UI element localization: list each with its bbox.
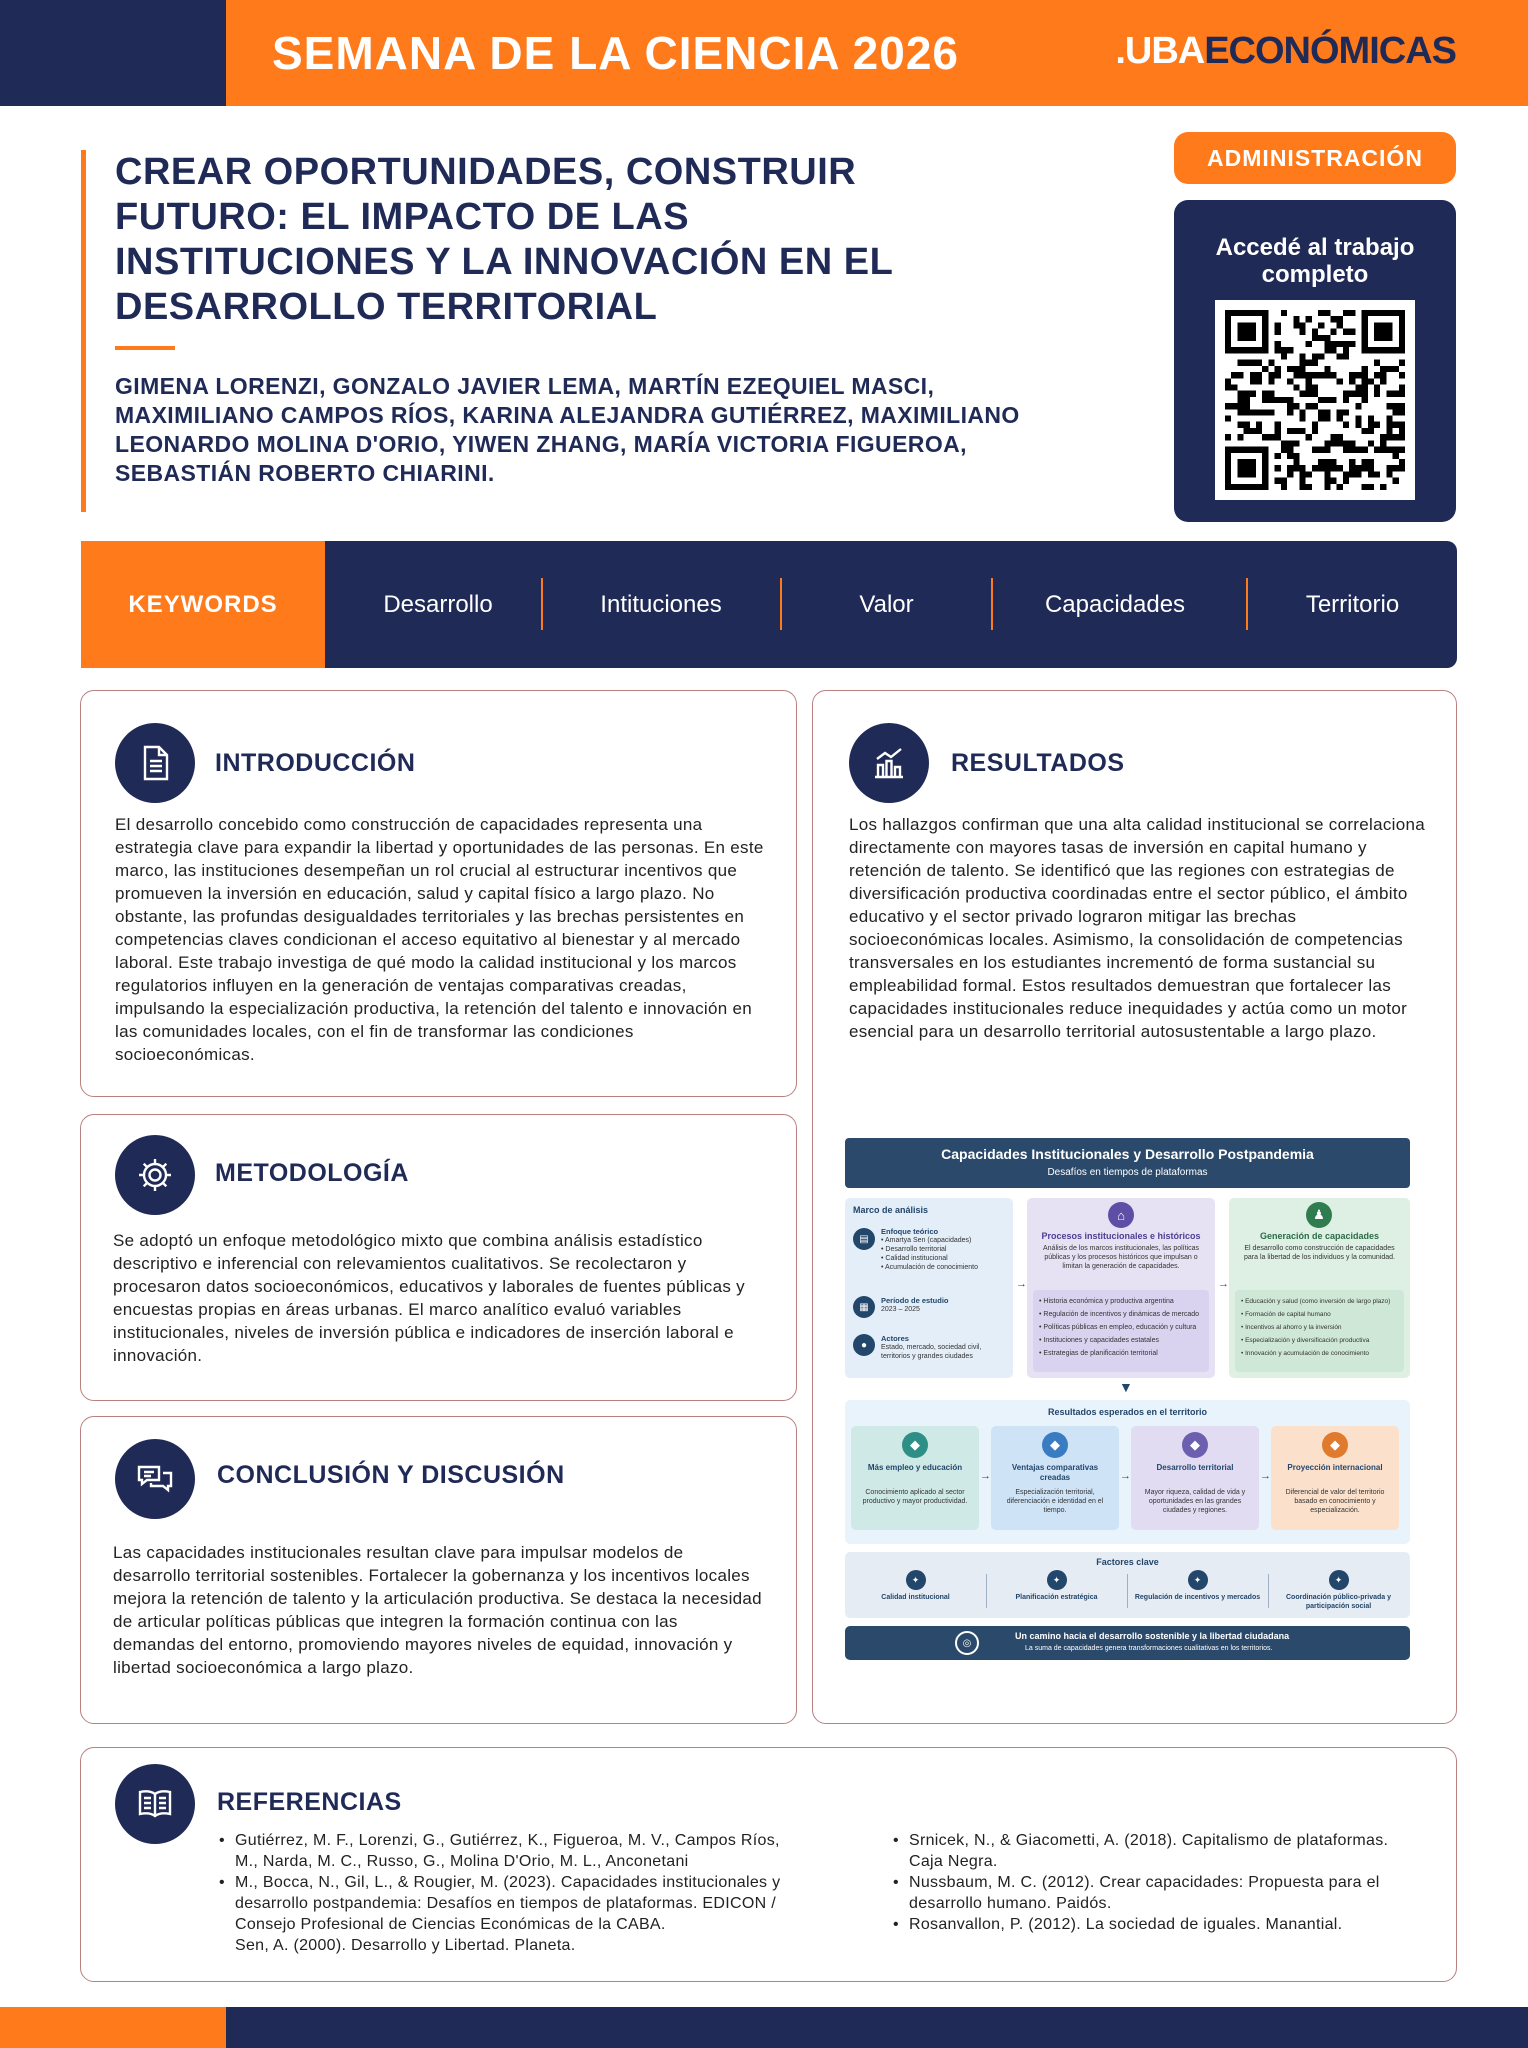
- resultado-item: [1271, 1426, 1399, 1530]
- bank-icon: ⌂: [1108, 1202, 1134, 1228]
- factor-item: [986, 1570, 1127, 1614]
- factores-heading: Factores clave: [1096, 1557, 1159, 1567]
- infographic-subtitle: Desafíos en tiempos de plataformas: [1047, 1167, 1208, 1178]
- factor-item-label: Coordinación público-privada y participación social: [1285, 1594, 1391, 1610]
- resultado-item-icon: ◆: [902, 1432, 928, 1458]
- arrow-right-icon: →: [1120, 1470, 1131, 1482]
- results-heading: RESULTADOS: [951, 749, 1125, 777]
- target-icon: ◎: [955, 1631, 979, 1655]
- results-body: Los hallazgos confirman que una alta calidad institucional se correlaciona directamente con mayores tasas de inversión en capital humano y retención de talento. Se identificó que las regiones con estrategias de diversificación productiva coordinadas entre el sector público, el ámbito educativo y el sector privado lograron mitigar las brechas socioeconómicas locales. Asimismo, la consolidación de competencias transversales en los estudiantes incrementó de forma sustancial su empleabilidad formal. Estos resultados demuestran que fortalecer las capacidades institucionales reduce inequidades y actúa como un motor esencial para un desarrollo territorial autosustentable a largo plazo.: [849, 815, 1425, 1041]
- resultado-item-title: Proyección internacional: [1287, 1463, 1383, 1472]
- infographic: [845, 1138, 1410, 1658]
- intro-body: El desarrollo concebido como construcción de capacidades representa una estrategia clave para expandir la libertad y oportunidades de las personas. En este marco, las instituciones desempeñan un rol crucial al estructurar incentivos que promueven la inversión en educación, salud y capital físico a largo plazo. No obstante, las profundas desigualdades territoriales y las brechas persistentes en competencias claves condicionan el acceso equitativo al bienestar y al mercado laboral. Este trabajo investiga de qué modo la calidad institucional y los marcos regulatorios influyen en la generación de ventajas comparativas creadas, impulsando la especialización productiva, la retención del talento e innovación en las comunidades locales, con el fin de transformar las condiciones socioeconómicas.: [115, 815, 764, 1064]
- resultado-item-title: Desarrollo territorial: [1156, 1463, 1234, 1472]
- reference-item: • Srnicek, N., & Giacometti, A. (2018). Capitalismo de plataformas. Caja Negra.: [893, 1830, 1413, 1872]
- marco-actores: [881, 1334, 1009, 1361]
- brand-logo-economicas: ECONÓMICAS: [1204, 30, 1456, 72]
- conclusion-body: Las capacidades institucionales resultan clave para impulsar modelos de desarrollo territorial sostenibles. Fortalecer la gobernanza y los incentivos locales mejora la retención de talento y la articulación productiva. Se destaca la necesidad de articular políticas públicas que integren la formación continua con las demandas del entorno, promoviendo mayores niveles de equidad, innovación y libertad socioeconómica a largo plazo.: [113, 1543, 762, 1677]
- reference-item: • M., Bocca, N., Gil, L., & Rougier, M. (2023). Capacidades institucionales y desarrollo postpandemia: Desafíos en tiempos de plataformas. EDICON / Consejo Profesional de Ciencias Económicas de la CABA.: [219, 1872, 799, 1935]
- conclusion-card: [80, 1416, 797, 1724]
- references-card: [80, 1747, 1457, 1982]
- factor-divider: [1127, 1574, 1128, 1608]
- resultado-item: [991, 1426, 1119, 1530]
- qr-code[interactable]: [1215, 300, 1415, 500]
- bank-chart-icon: [849, 723, 929, 803]
- arrow-down-icon: ▼: [1119, 1379, 1133, 1395]
- resultado-item: [1131, 1426, 1259, 1530]
- generacion-item: • Innovación y acumulación de conocimiento: [1241, 1350, 1370, 1357]
- references-heading: REFERENCIAS: [217, 1788, 402, 1816]
- resultado-item-desc: Mayor riqueza, calidad de vida y oportunidades en las grandes ciudades y regiones.: [1144, 1489, 1246, 1514]
- keyword-intituciones: Intituciones: [600, 591, 722, 618]
- marco-enfoque: [881, 1227, 1009, 1272]
- marco-enfoque-item: • Desarrollo territorial: [881, 1246, 947, 1253]
- marco-enfoque-heading: Enfoque teórico: [881, 1227, 939, 1236]
- infographic-footer-sub: La suma de capacidades genera transformaciones cualitativas en los territorios.: [1025, 1645, 1273, 1652]
- factor-item: [845, 1570, 986, 1614]
- document-icon: [115, 723, 195, 803]
- factor-item-icon: ✦: [1329, 1570, 1349, 1590]
- brand-logo: [1115, 30, 1456, 73]
- header-navy-block: [0, 0, 226, 106]
- factor-item: [1127, 1570, 1268, 1614]
- gear-icon: [115, 1135, 195, 1215]
- marco-enfoque-item: • Amartya Sen (capacidades): [881, 1237, 972, 1244]
- procesos-item: • Instituciones y capacidades estatales: [1039, 1337, 1159, 1344]
- keywords-label: KEYWORDS: [81, 541, 325, 668]
- brand-logo-uba: .UBA: [1115, 30, 1205, 72]
- intro-card: [80, 690, 797, 1097]
- procesos-list: [1033, 1290, 1209, 1372]
- method-body: Se adoptó un enfoque metodológico mixto que combina análisis estadístico descriptivo e inferencial con relevamientos cualitativos. Se recolectaron y procesaron datos socioeconómicos, educativos y laborales de fuentes públicas y encuestas propias en áreas urbanas. El marco analítico evaluó variables institucionales, niveles de inversión pública e indicadores de inserción laboral e innovación.: [113, 1231, 745, 1365]
- arrow-right-icon: →: [1218, 1278, 1229, 1290]
- marco-actores-heading: Actores: [881, 1334, 909, 1343]
- references-right: [893, 1830, 1413, 1935]
- resultado-item-icon: ◆: [1322, 1432, 1348, 1458]
- conclusion-heading: CONCLUSIÓN Y DISCUSIÓN: [217, 1461, 565, 1489]
- reference-item: • Rosanvallon, P. (2012). La sociedad de iguales. Manantial.: [893, 1914, 1413, 1935]
- procesos-item: • Políticas públicas en empleo, educación y cultura: [1039, 1324, 1197, 1331]
- infographic-footer-title: Un camino hacia el desarrollo sostenible y la libertad ciudadana: [1015, 1631, 1290, 1641]
- infographic-resultados-box: [845, 1400, 1410, 1544]
- footer-orange-block: [0, 2007, 226, 2048]
- resultados-esperados-heading: Resultados esperados en el territorio: [1047, 1407, 1208, 1417]
- references-left: [219, 1830, 799, 1956]
- qr-code-icon: [1225, 310, 1405, 490]
- people-icon: ●: [853, 1334, 875, 1356]
- infographic-footer: [845, 1626, 1410, 1660]
- reference-item: Sen, A. (2000). Desarrollo y Libertad. Planeta.: [235, 1937, 576, 1954]
- procesos-item: • Regulación de incentivos y dinámicas de mercado: [1039, 1311, 1200, 1318]
- factor-divider: [1268, 1574, 1269, 1608]
- generacion-desc: El desarrollo como construcción de capacidades para la libertad de los individuos y la comunidad.: [1244, 1245, 1395, 1261]
- factor-item-label: Calidad institucional: [881, 1594, 950, 1601]
- procesos-heading: Procesos institucionales e históricos: [1041, 1231, 1201, 1241]
- title-underline: [115, 346, 175, 350]
- procesos-desc: Análisis de los marcos institucionales, las políticas públicas y los procesos históricos que impulsan o limitan la generación de capacidades.: [1042, 1245, 1199, 1270]
- generacion-list: [1235, 1290, 1404, 1372]
- generacion-item: • Formación de capital humano: [1241, 1311, 1331, 1318]
- person-icon: ♟: [1306, 1202, 1332, 1228]
- factor-item-label: Regulación de incentivos y mercados: [1134, 1594, 1261, 1601]
- infographic-title: Capacidades Institucionales y Desarrollo Postpandemia: [941, 1146, 1314, 1162]
- intro-heading: INTRODUCCIÓN: [215, 749, 416, 777]
- title-accent-bar: [81, 150, 86, 512]
- factor-item-icon: ✦: [906, 1570, 926, 1590]
- document-icon: ▤: [853, 1228, 875, 1250]
- factor-divider: [986, 1574, 987, 1608]
- arrow-right-icon: →: [1260, 1470, 1271, 1482]
- procesos-item: • Estrategias de planificación territorial: [1039, 1350, 1158, 1357]
- generacion-heading: Generación de capacidades: [1259, 1231, 1380, 1241]
- authors: GIMENA LORENZI, GONZALO JAVIER LEMA, MARTÍN EZEQUIEL MASCI, MAXIMILIANO CAMPOS RÍOS, KARINA ALEJANDRA GUTIÉRREZ, MAXIMILIANO LEONARDO MOLINA D'ORIO, YIWEN ZHANG, MARÍA VICTORIA FIGUEROA, SEBASTIÁN ROBERTO CHIARINI.: [115, 373, 1020, 486]
- arrow-right-icon: →: [980, 1470, 991, 1482]
- marco-actores-value: Estado, mercado, sociedad civil, territorios y grandes ciudades: [881, 1344, 982, 1360]
- book-icon: [115, 1764, 195, 1844]
- resultado-item-desc: Especialización territorial, diferenciación e identidad en el tiempo.: [1006, 1489, 1104, 1514]
- marco-heading: Marco de análisis: [853, 1205, 929, 1215]
- generacion-item: • Incentivos al ahorro y la inversión: [1241, 1324, 1342, 1331]
- marco-periodo-heading: Período de estudio: [881, 1296, 949, 1305]
- calendar-icon: ▦: [853, 1296, 875, 1318]
- factor-item-label: Planificación estratégica: [1015, 1594, 1098, 1601]
- marco-enfoque-item: • Acumulación de conocimiento: [881, 1264, 979, 1271]
- keyword-capacidades: Capacidades: [1044, 591, 1186, 618]
- infographic-header: [845, 1138, 1410, 1188]
- resultado-item-title: Más empleo y educación: [867, 1463, 963, 1472]
- marco-enfoque-item: • Calidad institucional: [881, 1255, 948, 1262]
- infographic-marco-box: [845, 1198, 1013, 1378]
- factor-item: [1268, 1570, 1409, 1614]
- results-card: [812, 690, 1457, 1724]
- marco-periodo-value: 2023 – 2025: [881, 1306, 920, 1313]
- infographic-generacion-box: [1229, 1198, 1410, 1378]
- arrow-right-icon: →: [1016, 1278, 1027, 1290]
- reference-item: • Nussbaum, M. C. (2012). Crear capacidades: Propuesta para el desarrollo humano. Paidós.: [893, 1872, 1413, 1914]
- qr-caption: Accedé al trabajo completo: [1215, 234, 1415, 288]
- marco-periodo: [881, 1296, 1009, 1314]
- resultado-item-icon: ◆: [1042, 1432, 1068, 1458]
- method-card: [80, 1114, 797, 1401]
- event-title: SEMANA DE LA CIENCIA 2026: [272, 27, 960, 79]
- header-bar: [0, 0, 1528, 106]
- keyword-desarrollo: Desarrollo: [383, 591, 493, 618]
- generacion-item: • Especialización y diversificación productiva: [1241, 1337, 1370, 1344]
- keyword-territorio: Territorio: [1305, 591, 1400, 618]
- resultado-item-desc: Diferencial de valor del territorio basado en conocimiento y especialización.: [1285, 1489, 1385, 1514]
- footer-navy-band: [226, 2007, 1528, 2048]
- keyword-valor: Valor: [859, 591, 914, 618]
- poster-title: CREAR OPORTUNIDADES, CONSTRUIR FUTURO: EL IMPACTO DE LAS INSTITUCIONES Y LA INNOVACIÓN EN EL DESARROLLO TERRITORIAL: [115, 151, 893, 328]
- area-badge: ADMINISTRACIÓN: [1174, 132, 1456, 184]
- reference-item: • Gutiérrez, M. F., Lorenzi, G., Gutiérrez, K., Figueroa, M. V., Campos Ríos, M., Narda, M. C., Russo, G., Molina D'Orio, M. L., Anconetani: [219, 1830, 799, 1872]
- generacion-item: • Educación y salud (como inversión de largo plazo): [1241, 1298, 1391, 1305]
- procesos-item: • Historia económica y productiva argentina: [1039, 1298, 1174, 1305]
- infographic-procesos-box: [1027, 1198, 1215, 1378]
- method-heading: METODOLOGÍA: [215, 1159, 409, 1187]
- infographic-factores-box: [845, 1552, 1410, 1618]
- factor-item-icon: ✦: [1047, 1570, 1067, 1590]
- chat-icon: [115, 1439, 195, 1519]
- keywords-bar: [81, 541, 1457, 668]
- resultado-item: [851, 1426, 979, 1530]
- qr-card: [1174, 200, 1456, 522]
- factor-item-icon: ✦: [1188, 1570, 1208, 1590]
- resultado-item-title: Ventajas comparativas creadas: [1011, 1463, 1099, 1482]
- resultado-item-desc: Conocimiento aplicado al sector productivo y mayor productividad.: [862, 1489, 968, 1505]
- resultado-item-icon: ◆: [1182, 1432, 1208, 1458]
